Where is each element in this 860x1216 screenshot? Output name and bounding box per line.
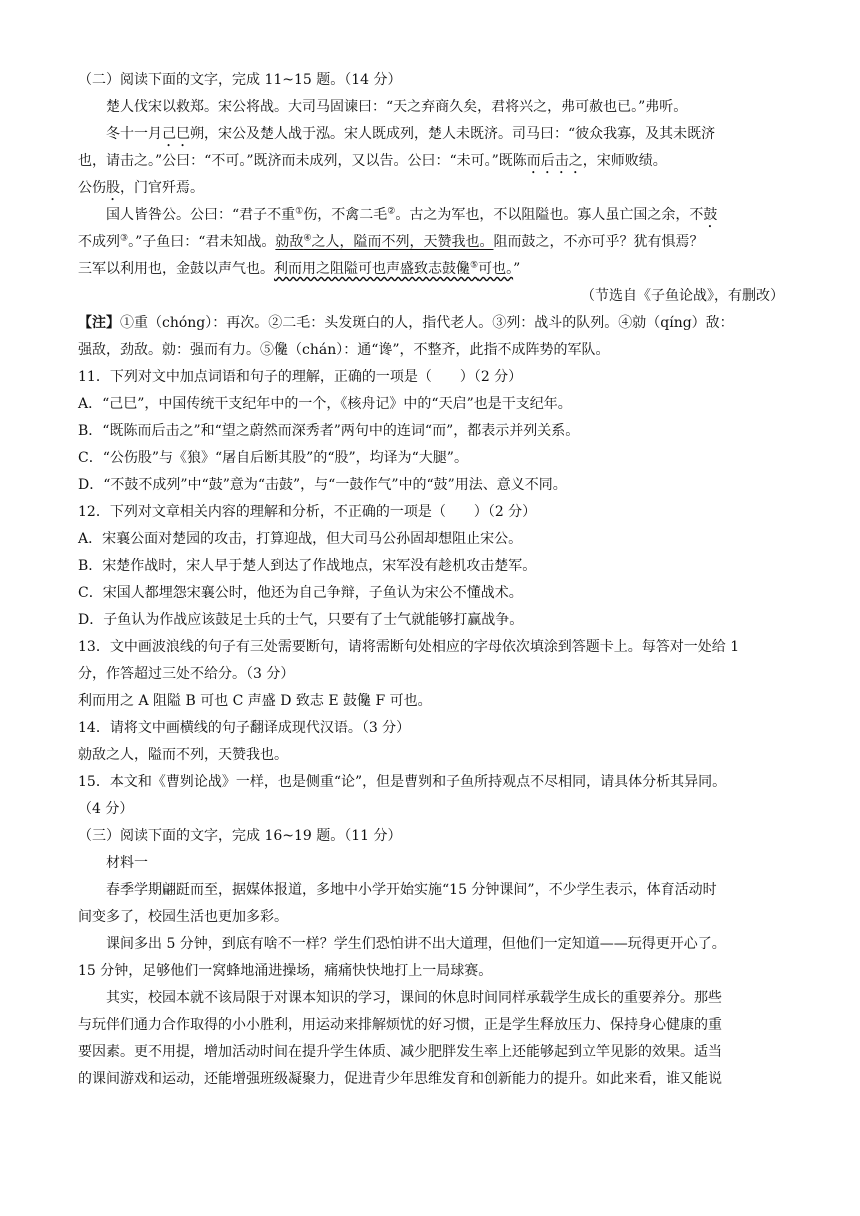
section-2-heading: （二）阅读下面的文字，完成 11~15 题。（14 分） — [78, 72, 402, 88]
material-paragraph: 课间多出 5 分钟，到底有啥不一样？学生们恐怕讲不出大道理，但他们一定知道——玩得更开心了。 — [106, 936, 726, 952]
emphasized-word: 股 — [106, 180, 120, 196]
passage-line: 公伤股，门官歼焉。 — [78, 180, 204, 196]
footnote-marker: ④ — [303, 233, 312, 244]
material-label: 材料一 — [106, 855, 148, 871]
question-13: 13．文中画波浪线的句子有三处需要断句，请将需断句处相应的字母依次填涂到答题卡上。每答对一处给 1 — [78, 639, 740, 655]
emphasized-phrase: 而后击之 — [526, 153, 583, 169]
question-14-sentence: 勍敌之人，隘而不列，天赞我也。 — [78, 747, 288, 763]
passage-paragraph: 国人皆咎公。公曰：“君子不重①伤，不禽二毛②。古之为军也，不以阻隘也。寡人虽亡国之余，不鼓 — [106, 206, 718, 223]
question-13-continued: 分，作答超过三处不给分。（3 分） — [78, 666, 295, 682]
question-12: 12．下列对文章相关内容的理解和分析，不正确的一项是（ ）（2 分） — [78, 504, 537, 520]
material-line: 要因素。更不用提，增加活动时间在提升学生体质、减少肥胖发生率上还能够起到立竿见影的效果。适当 — [78, 1044, 722, 1060]
option-c: C．“公伤股”与《狼》“屠自后断其股”的“股”，均译为“大腿”。 — [78, 450, 468, 466]
material-line: 15 分钟，足够他们一窝蜂地涌进操场，痛痛快快地打上一局球赛。 — [78, 963, 493, 979]
footnote-marker: ② — [387, 206, 396, 217]
emphasized-word: 鼓 — [703, 207, 718, 223]
material-paragraph: 春季学期翩跹而至，据媒体报道，多地中小学开始实施“15 分钟课间”，不少学生表示，体育活动时 — [106, 882, 717, 898]
footnote-marker: ③ — [120, 233, 129, 244]
source-citation: （节选自《子鱼论战》，有删改） — [581, 288, 784, 304]
material-line: 与玩伴们通力合作取得的小小胜利，用运动来排解烦忧的好习惯，正是学生释放压力、保持身心健康的重 — [78, 1017, 722, 1033]
passage-paragraph: 楚人伐宋以救郑。宋公将战。大司马固谏曰：“天之弃商久矣，君将兴之，弗可赦也已。”弗听。 — [106, 99, 688, 115]
option-b: B．“既陈而后击之”和“望之蔚然而深秀者”两句中的连词“而”，都表示并列关系。 — [78, 423, 580, 439]
question-13-sentence: 利而用之 A 阻隘 B 可也 C 声盛 D 致志 E 鼓儳 F 可也。 — [78, 693, 432, 709]
option-d: D．子鱼认为作战应该鼓足士兵的士气，只要有了士气就能够打赢战争。 — [78, 612, 524, 628]
option-a: A．“己巳”，中国传统干支纪年中的一个，《核舟记》中的“天启”也是干支纪年。 — [78, 396, 572, 412]
annotation-note: 强敌，劲敌。勍：强而有力。⑤儳（chán）：通“谗”，不整齐，此指不成阵势的军队。 — [78, 342, 610, 358]
note-label: 【注】 — [78, 315, 120, 331]
passage-line: 三军以利用也，金鼓以声气也。利而用之阻隘可也声盛致志鼓儳⑤可也。” — [78, 260, 521, 277]
option-b: B．宋楚作战时，宋人早于楚人到达了作战地点，宋军没有趁机攻击楚军。 — [78, 558, 537, 574]
option-d: D．“不鼓不成列”中“鼓”意为“击鼓”，与“一鼓作气”中的“鼓”用法、意义不同。 — [78, 477, 567, 493]
question-14: 14．请将文中画横线的句子翻译成现代汉语。（3 分） — [78, 720, 411, 736]
question-15: 15．本文和《曹刿论战》一样，也是侧重“论”，但是曹刿和子鱼所持观点不尽相同，请具体分析其异同。 — [78, 774, 727, 790]
question-15-continued: （4 分） — [78, 801, 134, 817]
question-11: 11．下列对文中加点词语和句子的理解，正确的一项是（ ）（2 分） — [78, 369, 523, 385]
material-paragraph: 其实，校园本就不该局限于对课本知识的学习，课间的休息时间同样承载学生成长的重要养分。那些 — [106, 990, 722, 1006]
wavy-underlined-sentence: 利而用之阻隘可也声盛致志鼓儳⑤可也。 — [274, 260, 514, 277]
annotation-note: 【注】①重（chóng）：再次。②二毛：头发斑白的人，指代老人。③列：战斗的队列。④勍（qíng）敌： — [78, 315, 734, 331]
passage-paragraph: 冬十一月己巳朔，宋公及楚人战于泓。宋人既成列，楚人未既济。司马曰：“彼众我寡，及其未既济 — [106, 126, 716, 142]
emphasized-word: 己巳 — [162, 126, 190, 142]
material-line: 的课间游戏和运动，还能增强班级凝聚力，促进青少年思维发育和创新能力的提升。如此来看，谁又能说 — [78, 1071, 722, 1087]
option-a: A．宋襄公面对楚园的攻击，打算迎战，但大司马公孙固却想阻止宋公。 — [78, 531, 523, 547]
passage-line: 也，请击之。”公曰：“不可。”既济而未成列，又以告。公曰：“未可。”既陈而后击之，宋师败绩。 — [78, 153, 667, 169]
underlined-sentence: 勍敌④之人，隘而不列，天赞我也。 — [275, 233, 494, 250]
option-c: C．宋国人都埋怨宋襄公时，他还为自己争辩，子鱼认为宋公不懂战术。 — [78, 585, 523, 601]
footnote-marker: ⑤ — [470, 260, 479, 271]
material-line: 间变多了，校园生活也更加多彩。 — [78, 909, 288, 925]
passage-line: 不成列③。”子鱼曰：“君未知战。勍敌④之人，隘而不列，天赞我也。阻而鼓之，不亦可乎？犹有惧焉？ — [78, 233, 704, 250]
section-3-heading: （三）阅读下面的文字，完成 16~19 题。（11 分） — [78, 828, 402, 844]
footnote-marker: ① — [295, 206, 304, 217]
